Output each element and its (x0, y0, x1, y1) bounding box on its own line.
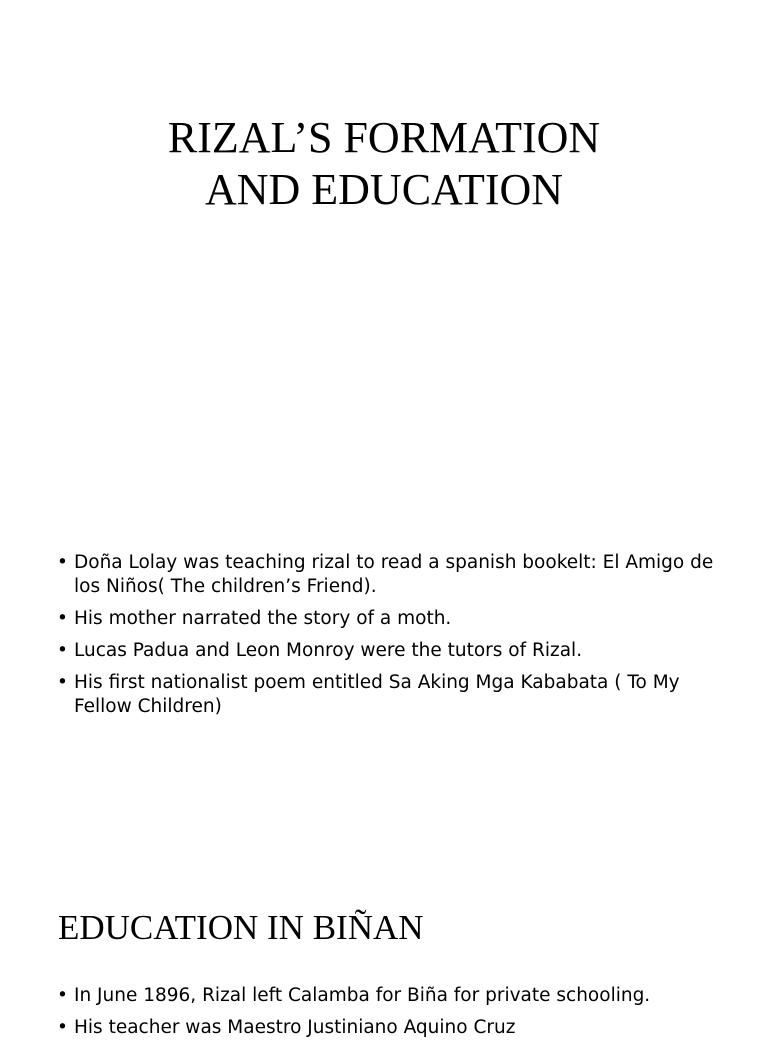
slide-title (0, 0, 768, 284)
bullet-list (56, 551, 716, 727)
bullet-item (56, 1016, 716, 1040)
title-line-1: RIZAL’S FORMATION (167, 113, 601, 162)
slide-early-education (0, 284, 768, 860)
section-title: EDUCATION IN BIÑAN (58, 908, 424, 947)
bullet-dot-icon: • (57, 608, 68, 629)
bullet-list (56, 984, 716, 1048)
bullet-text: In June 1896, Rizal left Calamba for Biña for private schooling. (74, 985, 651, 1006)
bullet-item (56, 551, 716, 599)
bullet-text: His teacher was Maestro Justiniano Aquino Cruz (74, 1017, 516, 1038)
slide-education-in-binan (0, 860, 768, 1038)
bullet-dot-icon: • (57, 552, 68, 573)
title-line-2: AND EDUCATION (204, 165, 564, 214)
bullet-text: Doña Lolay was teaching rizal to read a spanish bookelt: El Amigo de los Niños( The children’s Friend). (74, 552, 714, 597)
bullet-dot-icon: • (57, 1017, 68, 1038)
bullet-item (56, 607, 716, 631)
presentation-title (0, 112, 768, 216)
bullet-dot-icon: • (57, 640, 68, 661)
bullet-item (56, 639, 716, 663)
bullet-text: Lucas Padua and Leon Monroy were the tutors of Rizal. (74, 640, 583, 661)
bullet-dot-icon: • (57, 672, 68, 693)
bullet-text: His mother narrated the story of a moth. (74, 608, 452, 629)
bullet-item (56, 671, 716, 719)
bullet-item (56, 984, 716, 1008)
bullet-text: His first nationalist poem entitled Sa Aking Mga Kababata ( To My Fellow Children) (74, 672, 680, 717)
bullet-dot-icon: • (57, 985, 68, 1006)
